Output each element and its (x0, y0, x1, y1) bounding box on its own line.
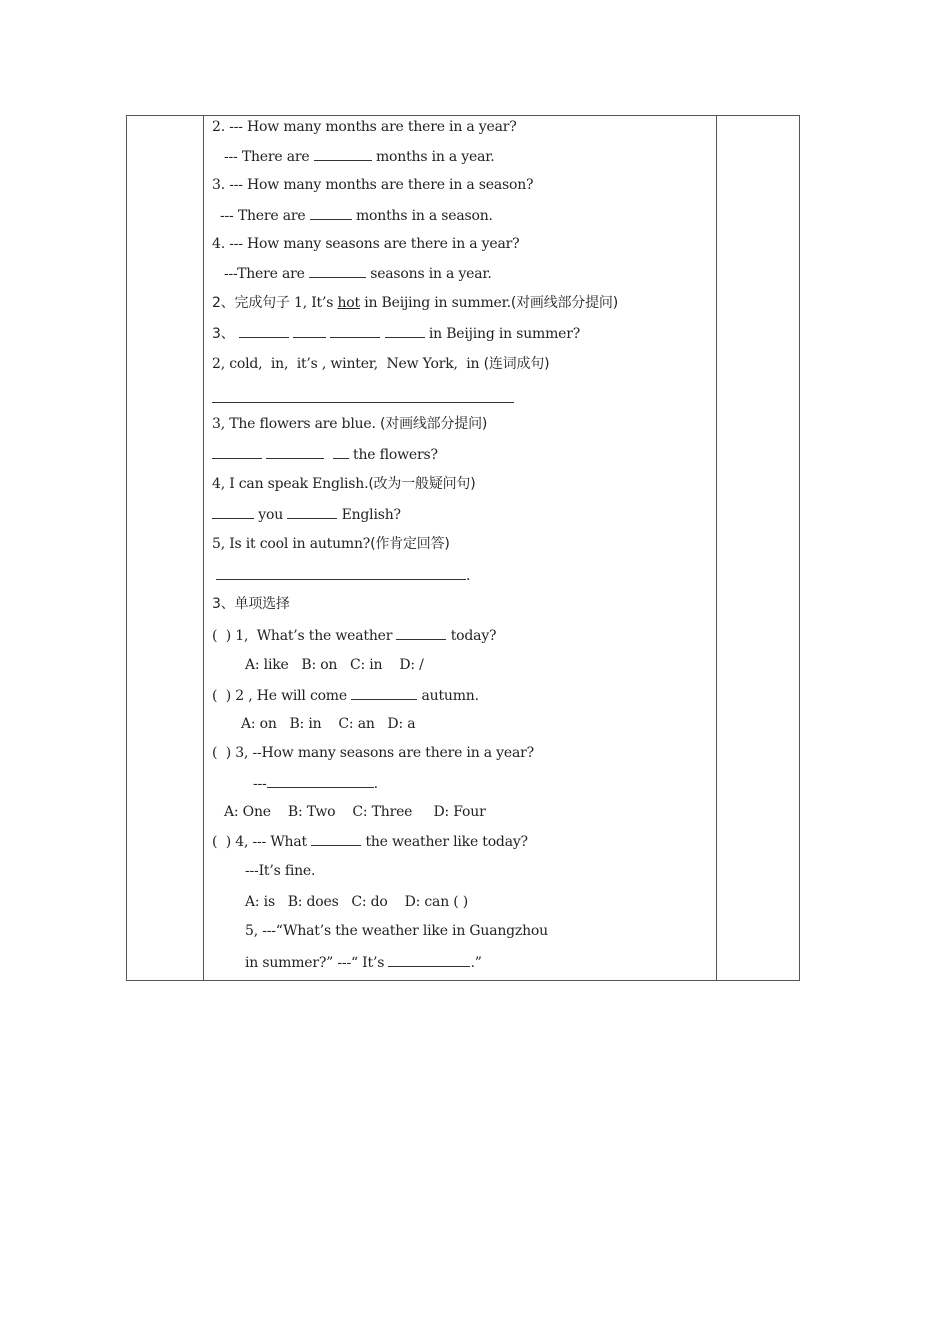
instruction: (对画线部分提问) (510, 295, 618, 311)
question-4-seasons (212, 235, 519, 253)
section-number: 2、 (212, 295, 235, 311)
underlined-word: hot (337, 295, 360, 311)
answer-prefix: --- There are (220, 208, 306, 224)
question-text: 4. --- How many seasons are there in a year? (212, 236, 520, 252)
answer-4-seasons (224, 264, 492, 283)
section-title: 单项选择 (234, 596, 290, 612)
column-divider-right (716, 116, 717, 980)
answer-end: . (466, 568, 471, 584)
answer-suffix: months in a year. (375, 149, 495, 165)
answer-suffix: in Beijing in summer? (428, 326, 581, 342)
answer-prefix: --- There are (224, 149, 310, 165)
question-end: autumn. (421, 688, 479, 704)
sentence: 3, The flowers are blue. (212, 416, 376, 432)
instruction: (对画线部分提问) (380, 416, 488, 432)
mc-options-1: A: like B: on C: in D: / (245, 657, 424, 673)
answer-line-item5 (216, 566, 470, 585)
answer-word: you (258, 507, 284, 523)
question-end: the weather like today? (365, 834, 528, 850)
mc-answer-4: ---It’s fine. (245, 863, 316, 879)
instruction: (改为一般疑问句) (368, 476, 476, 492)
mc-question-5: 5, ---“What’s the weather like in Guangzhou (245, 923, 548, 939)
sentence: 4, I can speak English. (212, 476, 369, 492)
answer-end: . (373, 776, 378, 792)
mc-question-2 (212, 686, 479, 705)
mc-options-2: A: on B: in C: an D: a (241, 716, 416, 732)
answer-suffix: the flowers? (353, 447, 438, 463)
fill-blank[interactable] (239, 324, 289, 338)
fill-blank[interactable] (293, 324, 326, 338)
answer-prefix: ---There are (224, 266, 305, 282)
mc-question-5-cont (245, 953, 482, 972)
section-2-heading (212, 294, 618, 312)
mc-question-1 (212, 626, 496, 645)
answer-3-season-months (220, 206, 493, 225)
item5-autumn (212, 535, 450, 553)
answer-line-item1 (212, 324, 580, 343)
section-title: 完成句子 (234, 295, 290, 311)
item4-english (212, 475, 475, 493)
mc-answer-3 (253, 774, 378, 793)
answer-suffix: English? (341, 507, 401, 523)
fill-blank[interactable] (351, 686, 417, 700)
answer-suffix: months in a season. (355, 208, 493, 224)
fill-blank[interactable] (311, 832, 361, 846)
section-number: 3、 (212, 596, 235, 612)
column-divider-left (203, 116, 204, 980)
scrambled-words: 2, cold, in, it’s , winter, New York, in (212, 356, 480, 372)
fill-blank[interactable] (267, 774, 374, 788)
answer-number: 3、 (212, 326, 235, 342)
answer-prefix: --- (253, 776, 267, 792)
sentence-end: in Beijing in summer. (364, 295, 511, 311)
question-text: ( ) 1, What’s the weather (212, 628, 393, 644)
question-2-months (212, 118, 517, 136)
fill-blank[interactable] (314, 147, 372, 161)
fill-blank[interactable] (388, 953, 470, 967)
fill-blank[interactable] (310, 206, 352, 220)
question-text: ( ) 4, --- What (212, 834, 307, 850)
instruction: (作肯定回答) (370, 536, 450, 552)
fill-blank[interactable] (333, 445, 349, 459)
question-end: .” (470, 955, 482, 971)
answer-line-item4 (212, 505, 401, 524)
mc-options-3: A: One B: Two C: Three D: Four (224, 804, 486, 820)
fill-blank[interactable] (212, 445, 262, 459)
mc-question-4 (212, 832, 528, 851)
question-text: in summer?” ---“ It’s (245, 955, 385, 971)
item3-flowers (212, 415, 487, 433)
sentence-start: 1, It’s (293, 295, 334, 311)
sentence: 5, Is it cool in autumn? (212, 536, 371, 552)
fill-blank[interactable] (212, 505, 254, 519)
fill-blank[interactable] (330, 324, 380, 338)
answer-rule-item2[interactable] (212, 402, 514, 403)
mc-question-3: ( ) 3, --How many seasons are there in a year? (212, 745, 534, 761)
instruction: (连词成句) (483, 356, 550, 372)
fill-blank[interactable] (385, 324, 425, 338)
question-3-season-months (212, 176, 533, 194)
fill-blank[interactable] (309, 264, 366, 278)
question-text: ( ) 2 , He will come (212, 688, 347, 704)
answer-suffix: seasons in a year. (370, 266, 492, 282)
fill-blank[interactable] (287, 505, 337, 519)
fill-blank[interactable] (266, 445, 324, 459)
mc-options-4: A: is B: does C: do D: can ( ) (245, 894, 469, 910)
question-text: 2. --- How many months are there in a year? (212, 119, 517, 135)
question-end: today? (450, 628, 497, 644)
answer-line-item3 (212, 445, 438, 464)
question-text: 3. --- How many months are there in a season? (212, 177, 534, 193)
fill-blank[interactable] (216, 566, 466, 580)
fill-blank[interactable] (396, 626, 446, 640)
item2-word-order (212, 355, 549, 373)
section-3-heading (212, 595, 290, 613)
answer-2-months (224, 147, 494, 166)
